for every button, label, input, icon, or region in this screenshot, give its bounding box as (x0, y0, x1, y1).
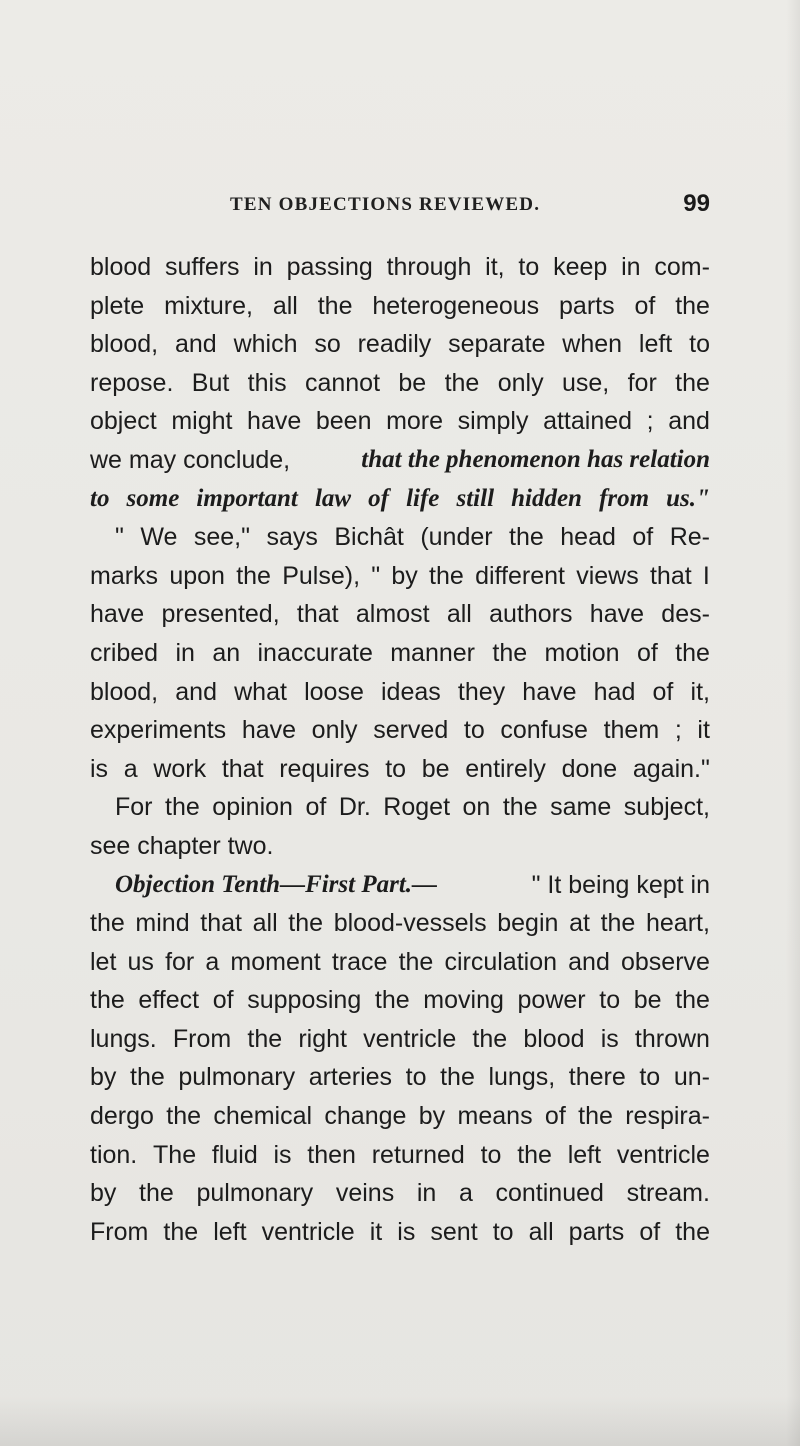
text-line: experiments have only served to confuse them ; it (90, 716, 710, 745)
text-line: by the pulmonary veins in a continued stream. (90, 1179, 710, 1208)
paragraph-first-line: " We see," says Bichât (under the head of Re- (115, 523, 710, 552)
text-span: " It being kept in (531, 870, 710, 899)
paragraph-first-line: For the opinion of Dr. Roget on the same subject, (115, 793, 710, 822)
text-line: cribed in an inaccurate manner the motion of the (90, 638, 710, 667)
text-line: by the pulmonary arteries to the lungs, there to un- (90, 1063, 710, 1092)
body-text (90, 248, 710, 1251)
text-line: object might have been more simply attained ; and (90, 407, 710, 436)
page-number: 99 (683, 190, 710, 217)
text-line: tion. The fluid is then returned to the left ventricle (90, 1140, 710, 1169)
text-line (90, 441, 710, 480)
text-line: blood, and which so readily separate when left to (90, 330, 710, 359)
text-line: have presented, that almost all authors have des- (90, 600, 710, 629)
running-title: TEN OBJECTIONS REVIEWED. (230, 194, 541, 215)
objection-heading-line (90, 866, 710, 905)
text-line: dergo the chemical change by means of the respira- (90, 1102, 710, 1131)
text-line: see chapter two. (90, 831, 274, 860)
text-line: blood, and what loose ideas they have had of it, (90, 677, 710, 706)
text-span: we may conclude, (90, 445, 291, 474)
text-line: let us for a moment trace the circulation and observe (90, 947, 710, 976)
text-line: From the left ventricle it is sent to all parts of the (90, 1217, 710, 1246)
text-line: lungs. From the right ventricle the blood is thrown (90, 1024, 710, 1053)
objection-heading: Objection Tenth—First Part.— (115, 870, 438, 898)
running-head (230, 190, 710, 222)
italic-text-line: to some important law of life still hidden from us." (90, 484, 710, 512)
text-line: the mind that all the blood-vessels begin at the heart, (90, 909, 710, 938)
text-line: blood suffers in passing through it, to keep in com- (90, 253, 710, 281)
text-line: repose. But this cannot be the only use, for the (90, 368, 710, 397)
text-line: the effect of supposing the moving power to be the (90, 986, 710, 1015)
text-line: is a work that requires to be entirely done again." (90, 754, 710, 783)
text-line: marks upon the Pulse), " by the different views that I (90, 561, 710, 590)
italic-span: that the phenomenon has relation (361, 445, 710, 473)
text-line: plete mixture, all the heterogeneous parts of the (90, 291, 710, 320)
